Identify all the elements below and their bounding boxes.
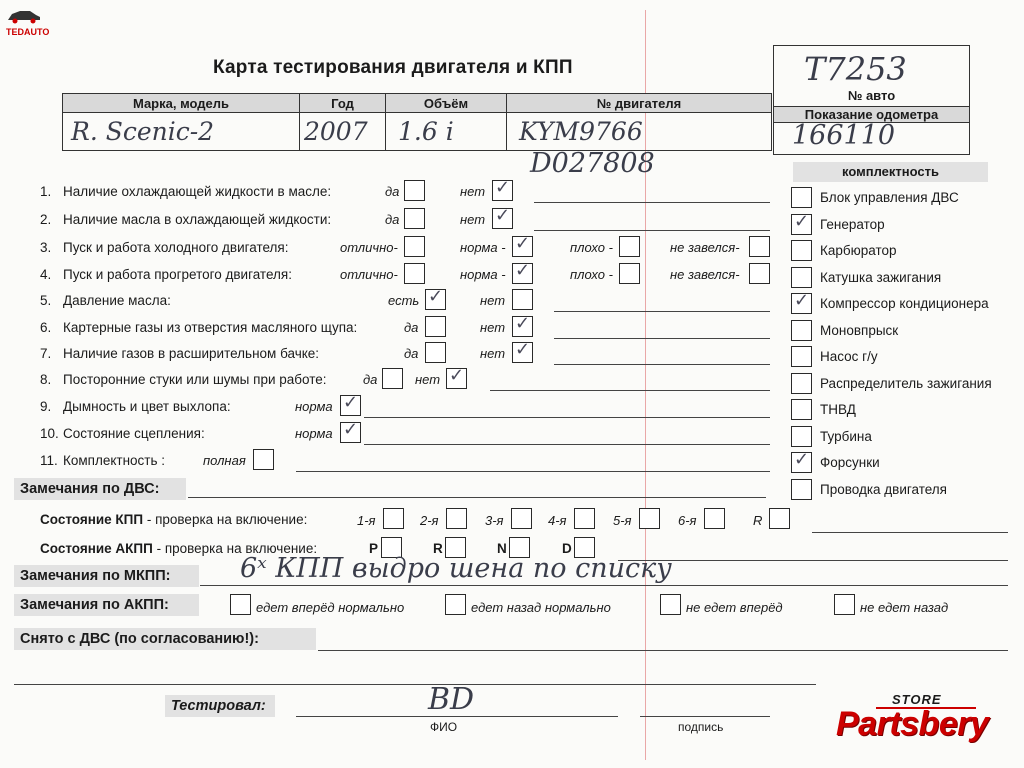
gear-checkbox[interactable]: [446, 508, 467, 529]
option-normal: норма -: [460, 240, 506, 255]
option-no: нет: [460, 184, 486, 199]
mkpp-line: [200, 585, 1008, 586]
removed-label: Снято с ДВС (по согласованию!):: [14, 628, 316, 650]
option-yes: да: [363, 372, 378, 387]
mkpp-remarks-value: 6ˣ КПП выдро шена по списку: [240, 553, 672, 584]
gear-checkbox[interactable]: [639, 508, 660, 529]
completeness-checkbox[interactable]: [791, 210, 812, 235]
akpp-state-title: Состояние АКПП: [40, 541, 153, 556]
excellent-checkbox[interactable]: [404, 236, 425, 257]
gear-label: 3-я: [485, 513, 504, 528]
gear-checkbox[interactable]: [383, 508, 404, 529]
answer-line: [534, 230, 770, 231]
gear-label: 2-я: [420, 513, 439, 528]
tedauto-logo: [6, 8, 50, 37]
present-checkbox[interactable]: [425, 286, 446, 310]
checkmark-icon: ✓: [794, 290, 810, 311]
engine-no-2: D027808: [530, 148, 655, 179]
checkmark-icon: ✓: [515, 233, 531, 254]
question-text: Пуск и работа холодного двигателя:: [63, 240, 289, 255]
no-checkbox[interactable]: [492, 177, 513, 201]
question-text: Дымность и цвет выхлопа:: [63, 399, 231, 414]
akpp-remark-label: не едет вперёд: [686, 600, 783, 615]
completeness-checkbox[interactable]: [791, 479, 812, 500]
partsbery-name: Partsbery: [836, 705, 989, 743]
col-volume: Объём: [386, 94, 507, 113]
completeness-checkbox[interactable]: [791, 373, 812, 394]
gear-checkbox[interactable]: [769, 508, 790, 529]
option-yes: да: [385, 212, 400, 227]
kpp-state-label: [40, 512, 307, 527]
answer-line: [296, 471, 770, 472]
tested-by-label: Тестировал:: [165, 695, 275, 717]
question-text: Наличие охлаждающей жидкости в масле:: [63, 184, 332, 199]
question-text: Пуск и работа прогретого двигателя:: [63, 267, 292, 282]
completeness-item-label: Турбина: [820, 428, 872, 444]
option-no: нет: [480, 346, 506, 361]
checkmark-icon: ✓: [449, 365, 465, 386]
checkmark-icon: ✓: [428, 286, 444, 307]
completeness-checkbox[interactable]: [791, 449, 812, 473]
option-normal: норма: [295, 399, 333, 414]
completeness-item-label: ТНВД: [820, 402, 856, 417]
odometer-value: 166110: [792, 120, 896, 151]
signature-line: [640, 716, 770, 717]
completeness-item-label: Генератор: [820, 216, 885, 232]
akpp-mode-label: R: [433, 541, 443, 556]
completeness-item-label: Моновпрыск: [820, 322, 899, 338]
answer-line: [554, 338, 770, 339]
no-checkbox[interactable]: [446, 365, 467, 389]
akpp-state-suffix: - проверка на включение:: [156, 541, 318, 556]
gear-label: 5-я: [613, 513, 632, 528]
question-number: 1.: [40, 184, 52, 199]
akpp-mode-label: N: [497, 541, 507, 556]
no-checkbox[interactable]: [492, 205, 513, 229]
answer-line: [534, 202, 770, 203]
volume-value: 1.6 i: [398, 117, 454, 146]
option-no: нет: [415, 372, 441, 387]
checkmark-icon: ✓: [515, 260, 531, 281]
yes-checkbox[interactable]: [404, 208, 425, 229]
fio-caption: ФИО: [430, 720, 458, 734]
checkmark-icon: ✓: [794, 449, 810, 470]
akpp-remark-label: едет назад нормально: [471, 600, 611, 615]
completeness-item-label: Компрессор кондиционера: [820, 296, 989, 311]
option-excellent: отлично-: [340, 267, 398, 282]
akpp-remark-checkbox[interactable]: [660, 594, 681, 615]
engine-remarks-label: Замечания по ДВС:: [14, 478, 186, 500]
bad-checkbox[interactable]: [619, 263, 640, 284]
normal-checkbox[interactable]: [512, 233, 533, 257]
answer-line: [364, 417, 770, 418]
yes-checkbox[interactable]: [404, 180, 425, 201]
question-text: Картерные газы из отверстия масляного щупа:: [63, 320, 358, 335]
question-number: 10.: [40, 426, 59, 441]
gear-checkbox[interactable]: [511, 508, 532, 529]
completeness-item-label: Блок управления ДВС: [820, 190, 959, 205]
car-no-box: [773, 45, 970, 155]
answer-line: [554, 364, 770, 365]
completeness-checkbox[interactable]: [791, 267, 812, 288]
completeness-item-label: Проводка двигателя: [820, 481, 947, 497]
yes-checkbox[interactable]: [425, 316, 446, 337]
question-text: Наличие газов в расширительном бачке:: [63, 346, 320, 361]
completeness-checkbox[interactable]: [791, 290, 812, 314]
engine-no-value: KYM9766: [519, 117, 643, 146]
engine-no-cell: [507, 113, 772, 151]
yes-checkbox[interactable]: [382, 368, 403, 389]
akpp-remark-checkbox[interactable]: [230, 594, 251, 615]
akpp-mode-label: P: [369, 541, 379, 556]
normal-checkbox[interactable]: [340, 419, 361, 443]
option-bad: плохо -: [570, 240, 613, 255]
nostart-checkbox[interactable]: [749, 263, 770, 284]
akpp-remarks-label: Замечания по АКПП:: [14, 594, 199, 616]
partsbery-store: STORE: [892, 692, 942, 707]
akpp-remark-label: не едет назад: [860, 600, 949, 615]
question-number: 6.: [40, 320, 52, 335]
col-model: Марка, модель: [63, 94, 300, 113]
completeness-title: комплектность: [793, 162, 988, 182]
completeness-item-label: Распределитель зажигания: [820, 375, 992, 391]
question-number: 2.: [40, 212, 52, 227]
model-value: R. Scenic-2: [71, 117, 215, 146]
checkmark-icon: ✓: [794, 210, 810, 232]
akpp-line: [618, 560, 1008, 561]
gear-label: 1-я: [357, 513, 376, 528]
option-yes: да: [404, 346, 419, 361]
page-title: Карта тестирования двигателя и КПП: [213, 57, 573, 78]
option-yes: да: [385, 184, 400, 199]
answer-line: [364, 444, 770, 445]
answer-line: [490, 390, 770, 391]
year-value: 2007: [304, 117, 368, 146]
question-number: 4.: [40, 267, 52, 282]
removed-line: [318, 650, 1008, 651]
akpp-remark-checkbox[interactable]: [445, 594, 466, 615]
checkmark-icon: ✓: [495, 177, 511, 198]
normal-checkbox[interactable]: [512, 260, 533, 284]
signature-caption: подпись: [678, 720, 724, 734]
question-number: 7.: [40, 346, 52, 361]
option-nostart: не завелся-: [670, 240, 740, 255]
option-yes: да: [404, 320, 419, 335]
completeness-item-label: Форсунки: [820, 455, 880, 470]
akpp-remark-label: едет вперёд нормально: [256, 600, 405, 615]
completeness-checkbox[interactable]: [791, 426, 812, 447]
completeness-checkbox[interactable]: [791, 399, 812, 420]
question-number: 9.: [40, 399, 52, 414]
question-text: Комплектность :: [63, 453, 166, 468]
checkmark-icon: ✓: [515, 313, 531, 334]
checkmark-icon: ✓: [495, 205, 511, 226]
completeness-item-label: Карбюратор: [820, 243, 897, 258]
removed-line-2: [14, 684, 816, 685]
question-text: Давление масла:: [63, 293, 171, 308]
checkmark-icon: ✓: [343, 419, 359, 440]
option-normal: норма -: [460, 267, 506, 282]
akpp-remark-checkbox[interactable]: [834, 594, 855, 615]
no-checkbox[interactable]: [512, 313, 533, 337]
partsbery-logo: [836, 692, 1006, 752]
answer-line: [554, 311, 770, 312]
option-no: нет: [480, 293, 506, 308]
tedauto-text: TEDAUTO: [6, 27, 50, 37]
completeness-checkbox[interactable]: [791, 240, 812, 261]
model-cell: [63, 113, 300, 151]
option-excellent: отлично-: [340, 240, 398, 255]
yes-checkbox[interactable]: [425, 342, 446, 363]
tested-signature: BD: [428, 682, 475, 717]
gear-label: 4-я: [548, 513, 567, 528]
car-no-label: № авто: [847, 88, 896, 103]
car-no-value: T7253: [804, 50, 907, 88]
question-number: 8.: [40, 372, 52, 387]
car-icon: [6, 8, 42, 24]
year-cell: [300, 113, 386, 151]
header-table: [62, 93, 772, 151]
kpp-state-suffix: - проверка на включение:: [146, 512, 308, 527]
excellent-checkbox[interactable]: [404, 263, 425, 284]
gear-checkbox[interactable]: [704, 508, 725, 529]
no-checkbox[interactable]: [512, 339, 533, 363]
col-year: Год: [300, 94, 386, 113]
gear-checkbox[interactable]: [574, 508, 595, 529]
checkmark-icon: ✓: [343, 392, 359, 413]
option-present: есть: [388, 293, 420, 308]
completeness-checkbox[interactable]: [791, 187, 812, 208]
completeness-checkbox[interactable]: [791, 320, 812, 341]
gear-label: R: [753, 513, 763, 528]
completeness-item-label: Катушка зажигания: [820, 269, 942, 285]
question-number: 11.: [40, 453, 58, 468]
question-number: 5.: [40, 293, 52, 308]
bad-checkbox[interactable]: [619, 236, 640, 257]
option-normal: норма: [295, 426, 333, 441]
option-nostart: не завелся-: [670, 267, 740, 282]
option-no: нет: [460, 212, 486, 227]
col-engine-no: № двигателя: [507, 94, 772, 113]
normal-checkbox[interactable]: [340, 392, 361, 416]
engine-remarks-line: [188, 497, 766, 498]
gear-label: 6-я: [678, 513, 697, 528]
question-text: Посторонние стуки или шумы при работе:: [63, 372, 327, 387]
question-number: 3.: [40, 240, 52, 255]
odometer-label: Показание одометра: [774, 106, 969, 123]
nostart-checkbox[interactable]: [749, 236, 770, 257]
checkmark-icon: ✓: [515, 339, 531, 360]
no-checkbox[interactable]: [512, 289, 533, 310]
completeness-checkbox[interactable]: [791, 346, 812, 367]
option-no: нет: [480, 320, 506, 335]
volume-cell: [386, 113, 507, 151]
option-bad: плохо -: [570, 267, 613, 282]
akpp-mode-label: D: [562, 541, 572, 556]
mkpp-remarks-label: Замечания по МКПП:: [14, 565, 199, 587]
completeness-item-label: Насос г/у: [820, 349, 878, 364]
full-checkbox[interactable]: [253, 449, 274, 470]
question-text: Состояние сцепления:: [63, 426, 205, 441]
kpp-state-title: Состояние КПП: [40, 512, 144, 527]
kpp-line: [812, 532, 1008, 533]
option-full: полная: [203, 453, 246, 468]
question-text: Наличие масла в охлаждающей жидкости:: [63, 212, 332, 227]
